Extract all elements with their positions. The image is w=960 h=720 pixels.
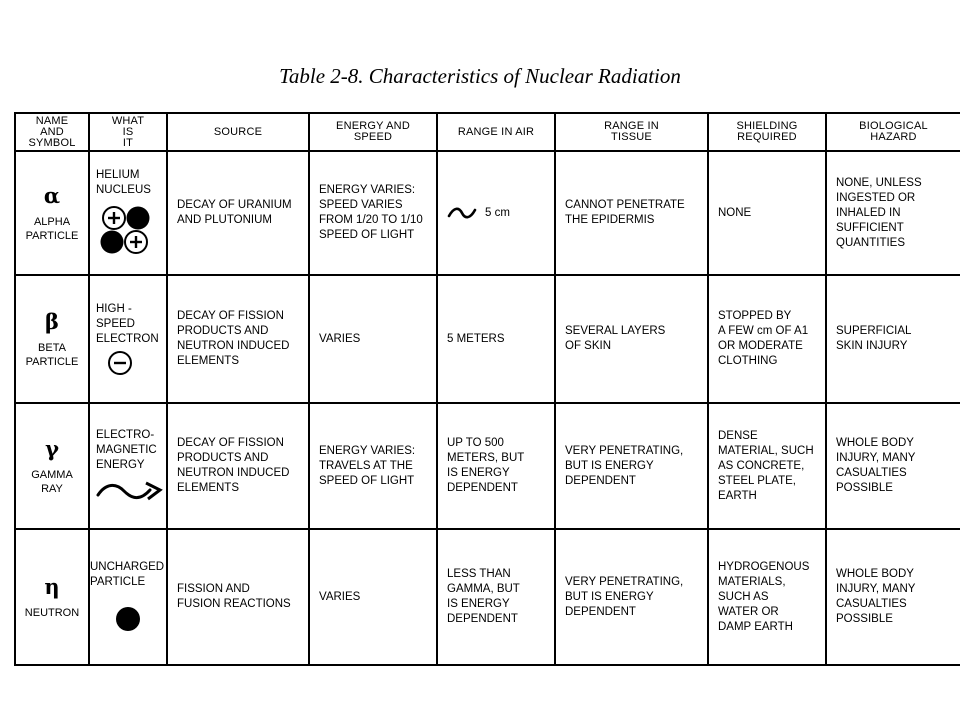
what-cell [89,151,167,275]
energy-cell: ENERGY VARIES: TRAVELS AT THE SPEED OF LIGHT [309,403,437,529]
helium-nucleus-icon [98,204,160,258]
range-air-cell [437,151,555,275]
source-cell: DECAY OF URANIUM AND PLUTONIUM [167,151,309,275]
source-cell: DECAY OF FISSION PRODUCTS AND NEUTRON INDUCED ELEMENTS [167,275,309,403]
header-what: WHAT IS IT [89,113,167,151]
name-label: BETA PARTICLE [25,342,79,368]
header-source: SOURCE [167,113,309,151]
energy-cell: VARIES [309,529,437,665]
wave-arrow-icon [96,477,164,505]
neutron-dot-icon [113,604,143,634]
energy-cell: ENERGY VARIES: SPEED VARIES FROM 1/20 TO 1/10 SPEED OF LIGHT [309,151,437,275]
header-name: NAME AND SYMBOL [15,113,89,151]
name-label: NEUTRON [24,607,80,619]
range-air-value: 5 cm [485,206,510,219]
electron-icon [106,349,136,377]
table-row [15,151,960,275]
range-tissue-cell: VERY PENETRATING, BUT IS ENERGY DEPENDENT [555,403,708,529]
symbol-alpha: α [43,183,61,208]
name-cell [15,529,89,665]
range-tissue-cell: SEVERAL LAYERS OF SKIN [555,275,708,403]
source-cell: DECAY OF FISSION PRODUCTS AND NEUTRON INDUCED ELEMENTS [167,403,309,529]
table-row [15,275,960,403]
header-range-tissue: RANGE IN TISSUE [555,113,708,151]
name-cell [15,275,89,403]
header-shielding: SHIELDING REQUIRED [708,113,826,151]
name-cell [15,151,89,275]
approximately-icon [447,206,477,220]
what-cell [89,275,167,403]
header-range-air: RANGE IN AIR [437,113,555,151]
name-label: ALPHA PARTICLE [25,216,79,242]
range-air-cell: 5 METERS [437,275,555,403]
table-row [15,403,960,529]
source-cell: FISSION AND FUSION REACTIONS [167,529,309,665]
range-tissue-cell: CANNOT PENETRATE THE EPIDERMIS [555,151,708,275]
energy-cell: VARIES [309,275,437,403]
header-energy: ENERGY AND SPEED [309,113,437,151]
shielding-cell: NONE [708,151,826,275]
hazard-cell: SUPERFICIAL SKIN INJURY [826,275,960,403]
symbol-eta: η [44,574,60,599]
symbol-beta: β [45,309,59,334]
radiation-table [14,112,960,666]
name-cell [15,403,89,529]
hazard-cell: NONE, UNLESS INGESTED OR INHALED IN SUFFICIENT QUANTITIES [826,151,960,275]
what-cell [89,403,167,529]
table-title: Table 2-8. Characteristics of Nuclear Radiation [279,64,681,88]
symbol-gamma: γ [45,436,59,461]
what-cell [89,529,167,665]
shielding-cell: HYDROGENOUS MATERIALS, SUCH AS WATER OR DAMP EARTH [708,529,826,665]
what-label: HELIUM NUCLEUS [96,169,151,196]
what-label: HIGH - SPEED ELECTRON [96,302,159,345]
range-air-cell: UP TO 500 METERS, BUT IS ENERGY DEPENDENT [437,403,555,529]
shielding-cell: DENSE MATERIAL, SUCH AS CONCRETE, STEEL PLATE, EARTH [708,403,826,529]
hazard-cell: WHOLE BODY INJURY, MANY CASUALTIES POSSIBLE [826,529,960,665]
range-air-cell: LESS THAN GAMMA, BUT IS ENERGY DEPENDENT [437,529,555,665]
what-label: ELECTRO- MAGNETIC ENERGY [96,428,157,471]
header-hazard: BIOLOGICAL HAZARD [826,113,960,151]
table-row [15,529,960,665]
shielding-cell: STOPPED BY A FEW cm OF A1 OR MODERATE CLOTHING [708,275,826,403]
hazard-cell: WHOLE BODY INJURY, MANY CASUALTIES POSSIBLE [826,403,960,529]
name-label: GAMMA RAY [31,469,73,495]
header-row [15,113,960,151]
range-tissue-cell: VERY PENETRATING, BUT IS ENERGY DEPENDENT [555,529,708,665]
what-label: UNCHARGED PARTICLE [90,561,165,588]
